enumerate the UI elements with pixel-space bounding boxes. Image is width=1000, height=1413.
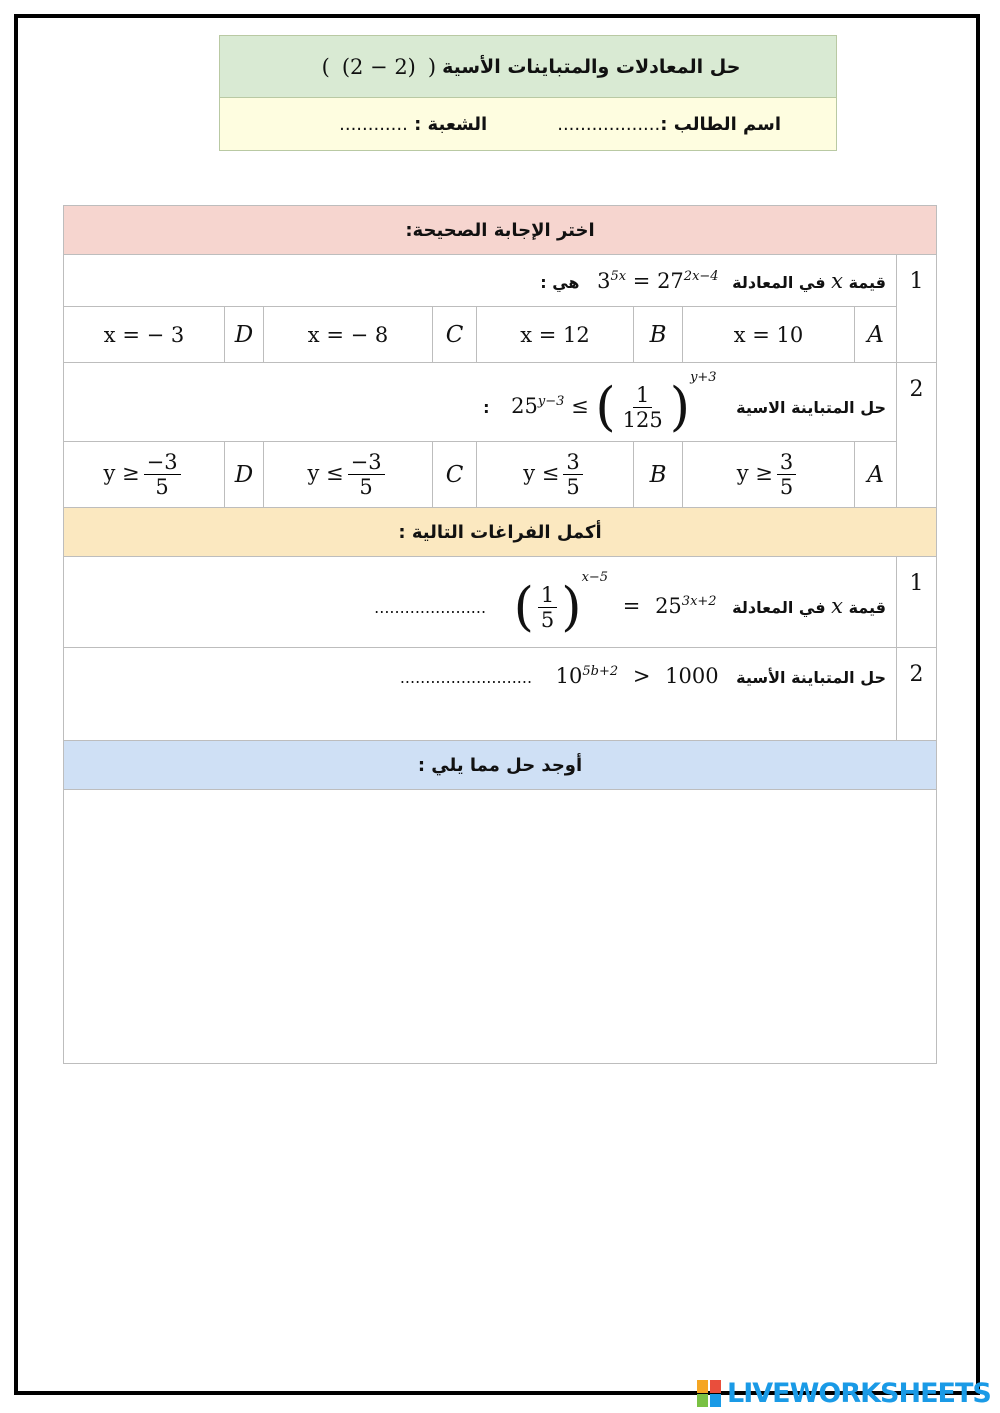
mcq-question-2 — [64, 363, 937, 442]
title-text: حل المعادلات والمتباينات الأسية — [442, 55, 741, 78]
section-label: الشعبة : — [414, 113, 488, 135]
answer-blank[interactable]: .......................... — [399, 668, 533, 687]
question-number: 2 — [897, 648, 937, 741]
equation: ( $\frac{1}{5}$ )$^{x-5} = 25^{3x+2}$ — [513, 570, 717, 638]
mcq-section-heading: اختر الإجابة الصحيحة: — [64, 206, 937, 255]
option-a-2[interactable]: y ≥ $\frac{3}{5}$ — [683, 442, 855, 508]
question-text-part: قيمة — [848, 272, 887, 292]
option-letter-a: A — [855, 442, 897, 508]
inequality: $10^{5b+2} > 1000$ — [555, 664, 719, 688]
fill-question-2 — [64, 648, 937, 741]
option-letter-d: D — [225, 442, 264, 508]
option-b-2[interactable]: y ≤ $\frac{3}{5}$ — [477, 442, 634, 508]
liveworksheets-logo-icon — [697, 1378, 723, 1408]
option-letter-c: C — [433, 442, 477, 508]
student-info-row — [220, 98, 836, 150]
option-a-1[interactable]: x = 10 — [683, 307, 855, 363]
solve-answer-area[interactable] — [64, 790, 937, 1064]
section-blank[interactable]: ............ — [339, 113, 408, 135]
option-letter-b: B — [634, 442, 683, 508]
mcq-options-1 — [64, 307, 937, 363]
option-letter-c: C — [433, 307, 477, 363]
question-text — [64, 648, 897, 741]
worksheet-table — [63, 205, 937, 1064]
fill-question-1 — [64, 557, 937, 648]
question-text — [64, 255, 897, 307]
student-name-field[interactable] — [557, 114, 781, 135]
student-name-blank[interactable]: .................. — [557, 113, 661, 135]
question-text-part: في المعادلة — [732, 272, 826, 292]
answer-blank[interactable]: ...................... — [374, 598, 487, 618]
student-name-label: اسم الطالب : — [660, 113, 781, 135]
liveworksheets-watermark — [697, 1375, 997, 1411]
option-c-2[interactable]: y ≤ $\frac{-3}{5}$ — [264, 442, 433, 508]
option-letter-a: A — [855, 307, 897, 363]
fill-section-heading: أكمل الفراغات التالية : — [64, 508, 937, 557]
option-d-1[interactable]: x = − 3 — [64, 307, 225, 363]
mcq-options-2 — [64, 442, 937, 508]
title-paren-close: ) — [321, 54, 330, 79]
option-letter-d: D — [225, 307, 264, 363]
option-d-2[interactable]: y ≥ $\frac{-3}{5}$ — [64, 442, 225, 508]
question-text — [64, 363, 897, 442]
question-tail: : — [483, 398, 490, 418]
lesson-number: (2 − 2) — [341, 54, 416, 79]
question-text-part: حل المتباينة الأسية — [736, 668, 887, 687]
section-field[interactable] — [339, 114, 487, 135]
watermark-text: LIVEWORKSHEETS — [727, 1377, 991, 1409]
worksheet-header — [219, 35, 837, 151]
question-number: 2 — [897, 363, 937, 508]
variable-x: x — [831, 594, 843, 619]
option-letter-b: B — [634, 307, 683, 363]
solve-workspace[interactable] — [64, 790, 937, 1064]
option-c-1[interactable]: x = − 8 — [264, 307, 433, 363]
question-text — [64, 557, 897, 648]
inequality: $25^{y-3}$ ≤ ( $\frac{1}{125}$ )$^{y+3}$ — [511, 370, 717, 438]
title-paren-open: ( — [427, 54, 437, 79]
worksheet-title — [220, 36, 836, 98]
solve-section-heading: أوجد حل مما يلي : — [64, 741, 937, 790]
question-number: 1 — [897, 557, 937, 648]
variable-x: x — [831, 268, 843, 293]
question-text-part: حل المتباينة الاسية — [736, 398, 887, 418]
question-text-part: في المعادلة — [732, 598, 826, 618]
mcq-question-1 — [64, 255, 937, 307]
question-tail: هي : — [540, 272, 580, 292]
question-text-part: قيمة — [848, 598, 887, 618]
question-number: 1 — [897, 255, 937, 363]
equation: $3^{5x} = 27^{2x-4}$ — [597, 268, 719, 293]
option-b-1[interactable]: x = 12 — [477, 307, 634, 363]
